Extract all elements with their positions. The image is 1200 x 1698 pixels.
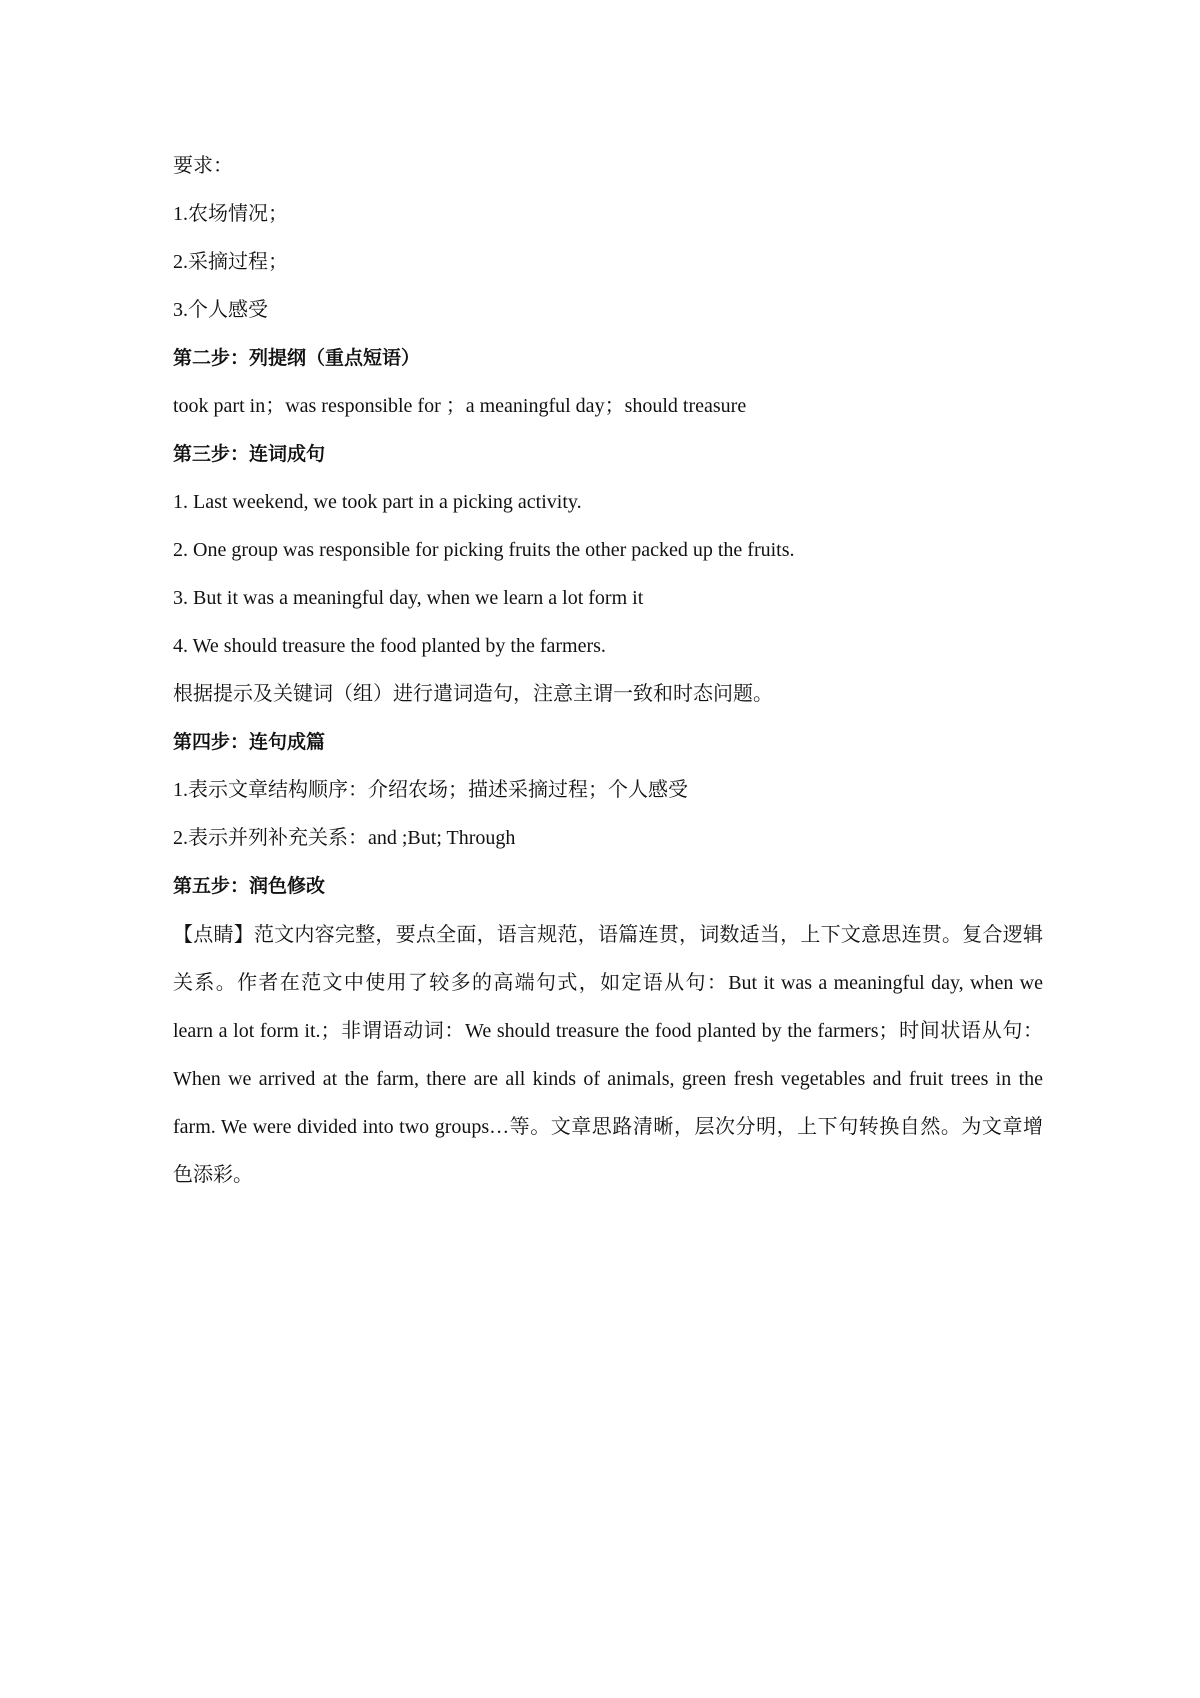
step2-heading: 第二步：列提纲（重点短语） [173, 347, 421, 369]
requirement-item: 1.农场情况； [173, 203, 288, 225]
step3-sentence: 3. But it was a meaningful day, when we learn a lot form it [173, 587, 644, 609]
step4-heading: 第四步：连句成篇 [173, 731, 326, 753]
step3-note: 根据提示及关键词（组）进行遣词造句，注意主谓一致和时态问题。 [173, 683, 773, 705]
step2-phrases: took part in；was responsible for ；a meaningful day；should treasure [173, 395, 747, 417]
step5-comment [173, 910, 1043, 1199]
comment-label: 【点睛】 [173, 922, 254, 946]
requirements-title: 要求： [173, 155, 233, 177]
comment-text: 范文内容完整，要点全面，语言规范，语篇连贯，词数适当，上下文意思连贯。复合逻辑关系。作者在范文中使用了较多的高端句式，如定语从句：But it was a meaningful day, when we learn a lot form it.；非谓语动词：We should treasure the food planted by the farmers；时间状语从句：When we arrived at the farm, there are all kinds of animals, green fresh vegetables and fruit trees in the farm. We were divided into two groups…等。文章思路清晰，层次分明，上下句转换自然。为文章增色添彩。 [173, 924, 1044, 1186]
requirement-item: 2.采摘过程； [173, 251, 288, 273]
document-content [173, 152, 1043, 1199]
step3-sentence: 4. We should treasure the food planted by the farmers. [173, 635, 606, 657]
step5-heading: 第五步：润色修改 [173, 875, 326, 897]
step3-sentence: 1. Last weekend, we took part in a picking activity. [173, 491, 582, 513]
step4-item: 1.表示文章结构顺序：介绍农场；描述采摘过程；个人感受 [173, 779, 688, 801]
step3-heading: 第三步：连词成句 [173, 443, 326, 465]
requirement-item: 3.个人感受 [173, 299, 268, 321]
step4-item: 2.表示并列补充关系：and ;But; Through [173, 827, 516, 849]
step3-sentence: 2. One group was responsible for picking fruits the other packed up the fruits. [173, 539, 795, 561]
